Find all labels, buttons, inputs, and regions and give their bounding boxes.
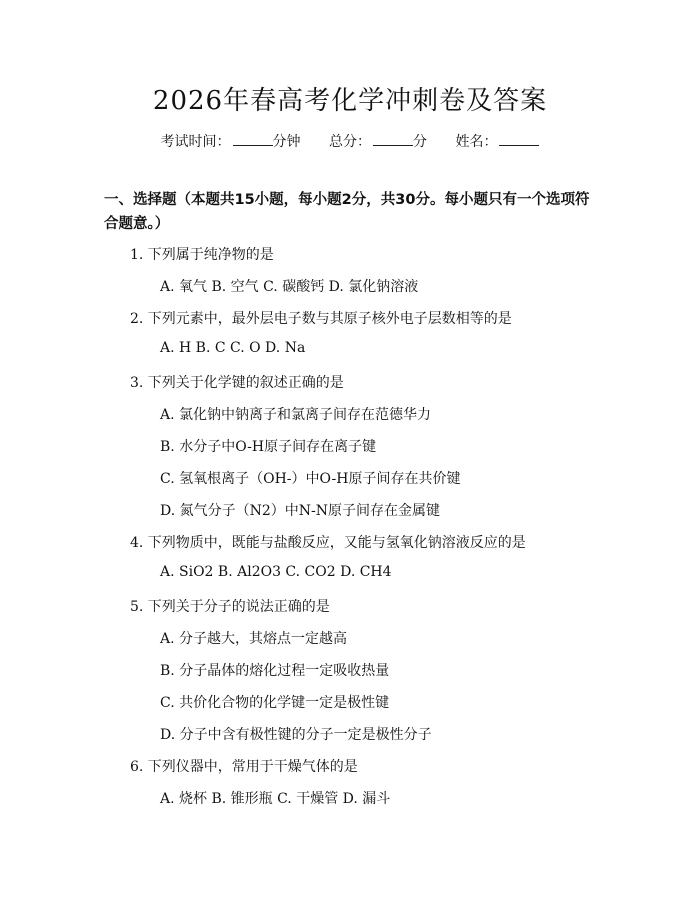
score-label: 总分： xyxy=(329,134,371,150)
exam-meta xyxy=(0,131,700,151)
time-unit: 分钟 xyxy=(272,134,301,150)
question-1-options: A. 氧气 B. 空气 C. 碳酸钙 D. 氯化钠溶液 xyxy=(160,279,419,295)
question-4: 4. 下列物质中，既能与盐酸反应，又能与氢氧化钠溶液反应的是 xyxy=(130,535,526,551)
question-5-option-d: D. 分子中含有极性键的分子一定是极性分子 xyxy=(160,727,432,743)
question-5-option-c: C. 共价化合物的化学键一定是极性键 xyxy=(160,695,390,711)
question-6-options: A. 烧杯 B. 锥形瓶 C. 干燥管 D. 漏斗 xyxy=(160,791,391,807)
question-2-options: A. H B. C C. O D. Na xyxy=(160,340,306,356)
question-5: 5. 下列关于分子的说法正确的是 xyxy=(130,599,330,615)
question-3-option-a: A. 氯化钠中钠离子和氯离子间存在范德华力 xyxy=(160,407,432,423)
time-label: 考试时间： xyxy=(160,134,231,150)
time-blank xyxy=(233,144,273,146)
question-3-option-b: B. 水分子中O-H原子间存在离子键 xyxy=(160,439,377,455)
question-1: 1. 下列属于纯净物的是 xyxy=(130,247,274,263)
question-5-option-a: A. 分子越大，其熔点一定越高 xyxy=(160,631,348,647)
name-field xyxy=(455,131,539,151)
question-3-option-d: D. 氮气分子（N2）中N-N原子间存在金属键 xyxy=(160,503,441,519)
question-3: 3. 下列关于化学键的叙述正确的是 xyxy=(130,375,344,391)
name-blank xyxy=(499,144,539,146)
score-unit: 分 xyxy=(413,134,427,150)
question-4-options: A. SiO2 B. Al2O3 C. CO2 D. CH4 xyxy=(160,564,392,580)
name-label: 姓名： xyxy=(455,134,498,150)
question-3-option-c: C. 氢氧根离子（OH-）中O-H原子间存在共价键 xyxy=(160,471,461,487)
question-6: 6. 下列仪器中，常用于干燥气体的是 xyxy=(130,759,358,775)
question-5-option-b: B. 分子晶体的熔化过程一定吸收热量 xyxy=(160,663,390,679)
question-2: 2. 下列元素中，最外层电子数与其原子核外电子层数相等的是 xyxy=(130,311,512,327)
section-heading: 一、选择题（本题共15小题，每小题2分，共30分。每小题只有一个选项符合题意。） xyxy=(104,192,590,232)
score-blank xyxy=(373,144,413,146)
score-field xyxy=(329,131,427,151)
page-title: 2026年春高考化学冲刺卷及答案 xyxy=(152,86,548,116)
time-field xyxy=(161,131,301,151)
